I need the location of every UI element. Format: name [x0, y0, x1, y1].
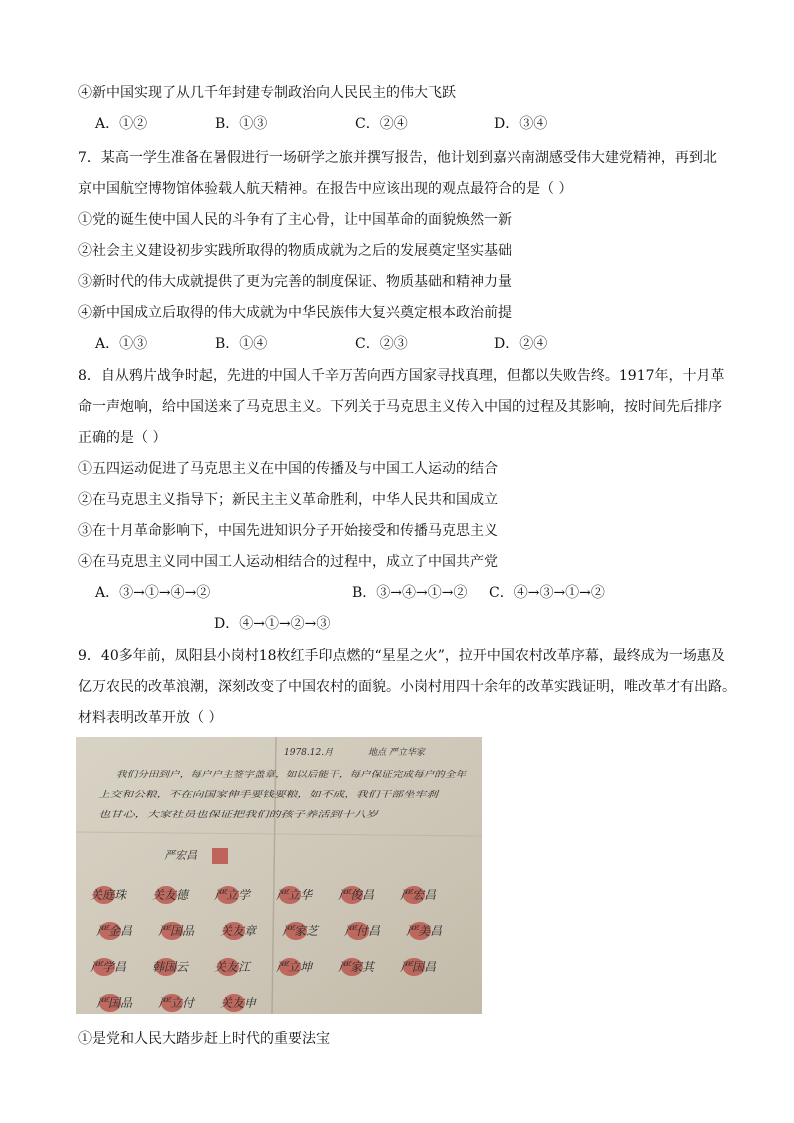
q8-stem-line-1: 8．自从鸦片战争时起，先进的中国人千辛万苦向西方国家寻找真理，但都以失败告终。1917年，十月革	[78, 368, 725, 384]
signature-name: 严家其	[338, 960, 375, 974]
q6-choice-a[interactable]: A．①②	[95, 116, 148, 132]
q6-choice-d[interactable]: D．③④	[494, 116, 548, 132]
q8-choice-d[interactable]: D．④→①→②→③	[214, 616, 331, 632]
q8-choice-b[interactable]: B．③→④→①→②	[352, 585, 468, 601]
signature-name: 严立坤	[276, 960, 313, 974]
signature-name: 韩国云	[152, 960, 189, 974]
signature-name: 严国品	[96, 996, 133, 1010]
q7-choice-d[interactable]: D．②④	[494, 336, 548, 352]
q9-stem-line-2: 亿万农民的改革浪潮，深刻改变了中国农村的面貌。小岗村用四十余年的改革实践证明，唯改革才有出路。	[78, 679, 736, 695]
q8-statement-2: ②在马克思主义指导下；新民主主义革命胜利，中华人民共和国成立	[78, 492, 498, 508]
q9-stem-line-1: 9．40多年前，凤阳县小岗村18枚红手印点燃的“星星之火”，拉开中国农村改革序幕，最终成为一场惠及	[78, 648, 725, 664]
contract-text-row-2: 上交和公粮，不在向国家伸手要钱要粮，如不成，我们干部坐牢刹	[98, 790, 345, 800]
signature-name: 严美昌	[406, 924, 443, 938]
signature-name: 严立学	[214, 888, 251, 902]
q6-choice-b[interactable]: B．①③	[215, 116, 268, 132]
contract-date: 1978.12.月	[284, 748, 334, 758]
q8-stem-line-2: 命一声炮响，给中国送来了马克思主义。下列关于马克思主义传入中国的过程及其影响，按时间先后排序	[78, 399, 722, 415]
signature-name: 严金昌	[96, 924, 133, 938]
q8-choice-c[interactable]: C．④→③→①→②	[489, 585, 605, 601]
signature-name: 关友江	[214, 960, 251, 974]
signature-name: 严学昌	[90, 960, 127, 974]
signer-seal-icon	[212, 848, 228, 864]
signature-name: 严立付	[158, 996, 195, 1010]
q8-choice-a[interactable]: A．③→①→④→②	[95, 585, 211, 601]
q7-statement-4: ④新中国成立后取得的伟大成就为中华民族伟大复兴奠定根本政治前提	[78, 305, 512, 321]
signature-name: 关友德	[152, 888, 189, 902]
question-6-statement-4: ④新中国实现了从几千年封建专制政治向人民民主的伟大飞跃	[78, 85, 456, 101]
q7-statement-3: ③新时代的伟大成就提供了更为完善的制度保证、物质基础和精神力量	[78, 274, 512, 290]
signature-name: 关友申	[220, 996, 257, 1010]
signature-name: 严俊昌	[338, 888, 375, 902]
q7-choice-b[interactable]: B．①④	[215, 336, 268, 352]
signature-name: 严国品	[158, 924, 195, 938]
q7-choice-a[interactable]: A．①③	[95, 336, 148, 352]
signature-name: 严付昌	[344, 924, 381, 938]
q7-choice-c[interactable]: C．②③	[355, 336, 408, 352]
q7-statement-1: ①党的诞生使中国人民的斗争有了主心骨，让中国革命的面貌焕然一新	[78, 212, 512, 228]
q8-stem-line-3: 正确的是（ ）	[78, 430, 167, 446]
q8-statement-4: ④在马克思主义同中国工人运动相结合的过程中，成立了中国共产党	[78, 554, 498, 570]
signature-name: 关庭珠	[90, 888, 127, 902]
q8-statement-1: ①五四运动促进了马克思主义在中国的传播及与中国工人运动的结合	[78, 461, 498, 477]
signature-name: 关友章	[220, 924, 257, 938]
signature-name: 严国昌	[400, 960, 437, 974]
contract-image	[76, 737, 482, 1014]
signature-name: 严家芝	[282, 924, 319, 938]
q9-stem-line-3: 材料表明改革开放（ ）	[78, 710, 223, 726]
signature-name: 严立华	[276, 888, 313, 902]
contract-place: 地点 严立华家	[368, 748, 425, 758]
contract-signer: 严宏昌	[164, 849, 197, 862]
q7-stem-line-2: 京中国航空博物馆体验载人航天精神。在报告中应该出现的观点最符合的是（ ）	[78, 181, 573, 197]
xiaogang-contract-photo	[76, 737, 482, 1014]
q7-statement-2: ②社会主义建设初步实践所取得的物质成就为之后的发展奠定坚实基础	[78, 243, 512, 259]
contract-text-row-3: 也甘心，大家社员也保证把我们的孩子养活到十八岁	[98, 810, 294, 820]
q6-choice-c[interactable]: C．②④	[355, 116, 408, 132]
signature-name: 严宏昌	[400, 888, 437, 902]
q7-stem-line-1: 7．某高一学生准备在暑假进行一场研学之旅并撰写报告，他计划到嘉兴南湖感受伟大建党精神，再到北	[78, 150, 717, 166]
contract-text-row-1: 我们分田到户，每户户主签字盖章，如以后能干，每户保证完成每户的全年	[116, 770, 397, 780]
q8-statement-3: ③在十月革命影响下，中国先进知识分子开始接受和传播马克思主义	[78, 523, 498, 539]
q9-statement-1: ①是党和人民大踏步赶上时代的重要法宝	[78, 1031, 330, 1047]
